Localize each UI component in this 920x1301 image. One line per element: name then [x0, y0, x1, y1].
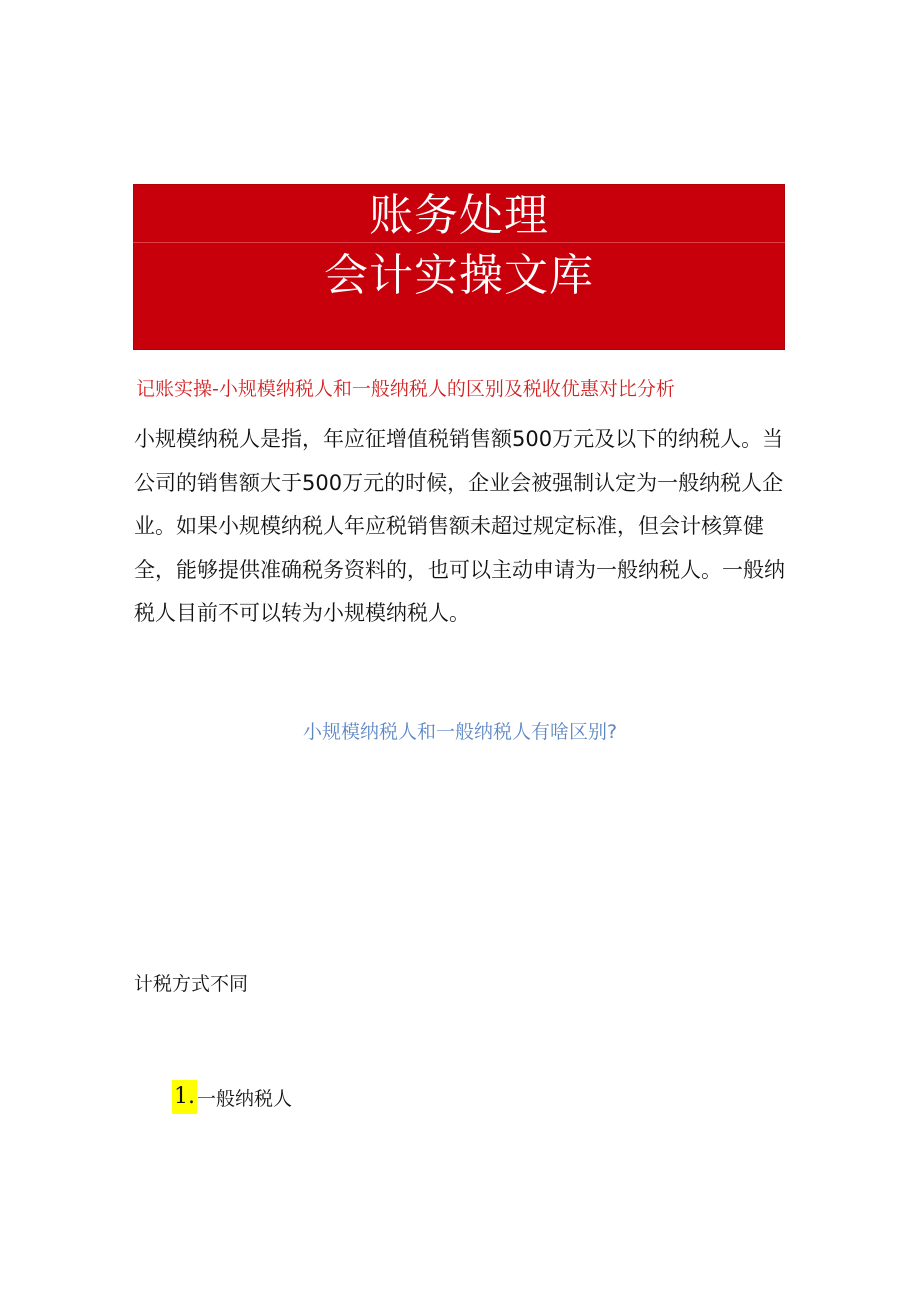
- list-item-label: 一般纳税人: [197, 1087, 293, 1110]
- banner-title-line2: 会计实操文库: [324, 250, 594, 301]
- title-banner: [133, 184, 785, 350]
- list-item: [172, 1080, 292, 1114]
- intro-paragraph-text: 小规模纳税人是指，年应征增值税销售额500万元及以下的纳税人。当公司的销售额大于500万元的时候，企业会被强制认定为一般纳税人企业。如果小规模纳税人年应税销售额未超过规定标准，但会计核算健全，能够提供准确税务资料的，也可以主动申请为一般纳税人。一般纳税人目前不可以转为小规模纳税人。: [134, 427, 785, 625]
- banner-title-line1: 账务处理: [369, 190, 549, 241]
- section-heading: 计税方式不同: [134, 973, 249, 995]
- article-subtitle: 记账实操-小规模纳税人和一般纳税人的区别及税收优惠对比分析: [136, 378, 675, 400]
- banner-divider: [133, 242, 785, 243]
- section-question: 小规模纳税人和一般纳税人有啥区别?: [302, 721, 618, 743]
- list-item-number: 1.: [172, 1080, 197, 1114]
- intro-paragraph: [134, 418, 794, 636]
